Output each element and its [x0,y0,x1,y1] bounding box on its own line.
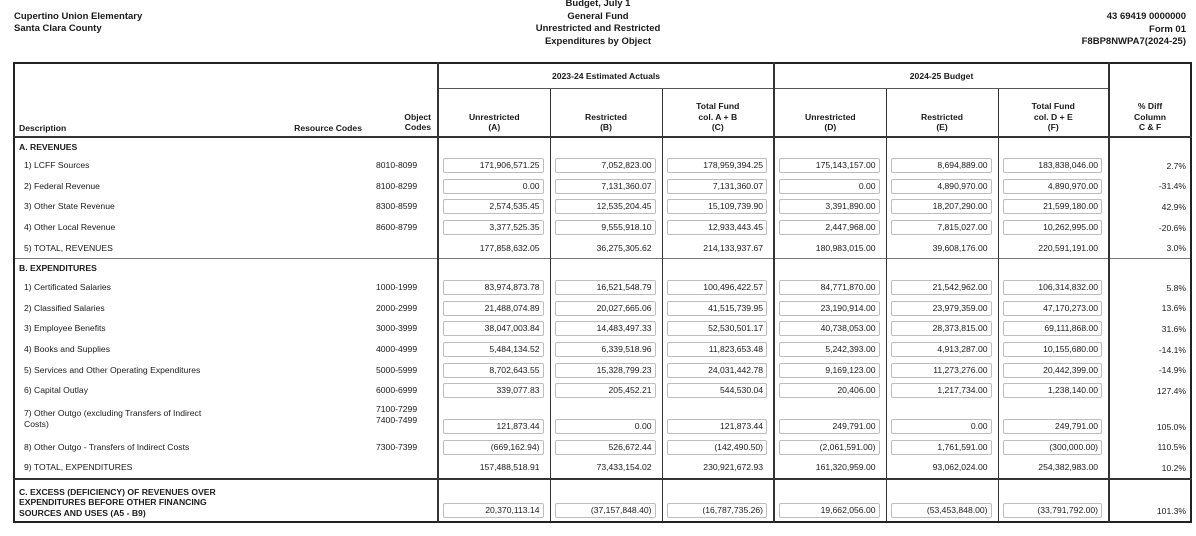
value-col-f[interactable]: 4,890,970.00 [1003,179,1103,194]
value-col-f[interactable]: 106,314,832.00 [1003,280,1103,295]
pct-diff: -14.1% [1109,339,1191,360]
col-object-codes: Object Codes [404,111,432,132]
table-row [14,277,1191,298]
pct-diff: -14.9% [1109,360,1191,381]
value-col-c[interactable]: (16,787,735.26) [667,503,768,518]
resource-code [264,217,372,238]
value-col-b[interactable]: 7,052,823.00 [555,158,656,173]
col-c: Total Fund col. A + B (C) [662,89,774,137]
title-line: Unrestricted and Restricted [535,23,661,34]
table-row [14,458,1191,480]
resource-code [264,437,372,458]
table-row [14,319,1191,340]
value-col-f: 254,382,983.00 [1038,462,1099,473]
form-number: Form 01 [1149,23,1186,35]
value-col-b[interactable]: 20,027,665.06 [555,301,656,316]
value-col-b[interactable]: (37,157,848.40) [555,503,656,518]
value-col-f[interactable]: 20,442,399.00 [1003,363,1103,378]
district-name: Cupertino Union Elementary [14,11,143,22]
value-col-d: 161,320,959.00 [815,462,876,473]
row-description [14,217,264,238]
value-col-d[interactable]: 249,791.00 [779,419,880,434]
resource-code [264,156,372,177]
value-col-f[interactable]: 69,111,868.00 [1003,321,1103,336]
row-description-text: 4) Books and Supplies [24,344,110,355]
value-col-d[interactable]: 40,738,053.00 [779,321,880,336]
value-col-a[interactable]: 83,974,873.78 [443,280,544,295]
value-col-a[interactable]: 20,370,113.14 [443,503,544,518]
pct-diff: 42.9% [1109,197,1191,218]
value-col-d[interactable]: (2,061,591.00) [779,440,880,455]
resource-code [264,319,372,340]
group-header-estimated: 2023-24 Estimated Actuals [438,63,774,89]
resource-code [264,401,372,437]
table-row [14,380,1191,401]
value-col-e[interactable]: 23,979,359.00 [891,301,992,316]
row-description-text: 2) Classified Salaries [24,302,105,313]
value-col-e[interactable]: 18,207,290.00 [891,199,992,214]
value-col-c[interactable]: 11,823,653.48 [667,342,768,357]
resource-code [264,298,372,319]
resource-code [264,339,372,360]
table-row [14,339,1191,360]
value-col-c[interactable]: 544,530.04 [667,383,768,398]
row-description [14,458,264,480]
table-row [14,437,1191,458]
object-code [372,380,438,401]
value-col-b[interactable]: 0.00 [555,419,656,434]
value-col-e[interactable]: 7,815,027.00 [891,220,992,235]
object-code-text: 1000-1999 [376,282,418,293]
resource-code [264,176,372,197]
object-code [372,238,438,259]
budget-table [13,62,1192,523]
value-col-e[interactable]: 4,913,287.00 [891,342,992,357]
report-header [0,0,1196,58]
value-col-a[interactable]: 339,077.83 [443,383,544,398]
resource-code [264,360,372,381]
value-col-e[interactable]: (53,453,848.00) [891,503,992,518]
object-code-text: 3000-3999 [376,323,418,334]
col-resource-codes: Resource Codes [294,122,362,133]
value-col-d[interactable]: 3,391,890.00 [779,199,880,214]
section-c-title [14,479,438,522]
col-a: Unrestricted (A) [438,89,550,137]
value-col-b[interactable]: 12,535,204.45 [555,199,656,214]
value-col-c[interactable]: (142,490.50) [667,440,768,455]
title-line: General Fund [567,10,629,22]
row-description-text: 5) Services and Other Operating Expenditures [24,364,201,375]
value-col-f[interactable]: (300,000.00) [1003,440,1103,455]
section-title: A. REVENUES [14,137,438,156]
col-d: Unrestricted (D) [774,89,886,137]
table-row [14,360,1191,381]
section-c-line: SOURCES AND USES (A5 - B9) [19,507,146,518]
object-code-text: 8100-8299 [376,180,418,191]
table-row [14,238,1191,259]
resource-code [264,458,372,480]
table-row [14,298,1191,319]
report-title [0,0,1196,48]
value-col-e[interactable]: 28,373,815.00 [891,321,992,336]
value-col-b[interactable]: 526,672.44 [555,440,656,455]
value-col-c[interactable]: 24,031,442.78 [667,363,768,378]
row-description-text: 1) LCFF Sources [24,160,90,171]
object-code [372,437,438,458]
object-code-text: 4000-4999 [376,344,418,355]
value-col-e: 93,062,024.00 [932,462,988,473]
group-header-budget: 2024-25 Budget [774,63,1109,89]
title-line: Budget, July 1 [565,0,631,9]
pct-diff: 127.4% [1109,380,1191,401]
row-description-text: Costs) [24,419,49,430]
value-col-c[interactable]: 121,873.44 [667,419,768,434]
object-code [372,298,438,319]
form-id: F8BP8NWPA7(2024-25) [1081,36,1186,47]
row-description [14,360,264,381]
row-description-text: 3) Employee Benefits [24,323,106,334]
value-col-d[interactable]: 2,447,968.00 [779,220,880,235]
value-col-c: 230,921,672.93 [703,462,764,473]
value-col-b[interactable]: 6,339,518.96 [555,342,656,357]
value-col-e[interactable]: 4,890,970.00 [891,179,992,194]
pct-diff: 3.0% [1109,238,1191,259]
row-description [14,401,264,437]
value-col-b: 36,275,305.62 [596,242,652,253]
table-row [14,401,1191,437]
value-col-e[interactable]: 1,761,591.00 [891,440,992,455]
value-col-a[interactable]: 38,047,003.84 [443,321,544,336]
value-col-f[interactable]: (33,791,792.00) [1003,503,1103,518]
row-description [14,156,264,177]
pct-diff: 2.7% [1109,156,1191,177]
section-header-row [14,259,1191,278]
object-code [372,339,438,360]
object-code-text: 7400-7499 [376,415,418,426]
value-col-c[interactable]: 7,131,360.07 [667,179,768,194]
object-code-text: 8010-8099 [376,160,418,171]
value-col-f[interactable]: 10,262,995.00 [1003,220,1103,235]
value-col-c[interactable]: 41,515,739.95 [667,301,768,316]
col-f: Total Fund col. D + E (F) [998,89,1109,137]
section-title: B. EXPENDITURES [14,259,438,278]
value-col-a[interactable]: 21,488,074.89 [443,301,544,316]
table-row [14,217,1191,238]
title-line: Expenditures by Object [544,35,652,47]
table-row [14,197,1191,218]
object-code [372,156,438,177]
form-info [1082,11,1186,49]
row-description [14,437,264,458]
object-code-text: 6000-6999 [376,385,418,396]
col-description: Description [19,122,67,133]
row-description [14,176,264,197]
row-description-text: 6) Capital Outlay [24,385,89,396]
resource-code [264,238,372,259]
col-pct-diff: % Diff Column C & F [1109,89,1191,137]
object-code [372,360,438,381]
value-col-f: 220,591,191.00 [1038,242,1099,253]
value-col-f[interactable]: 249,791.00 [1003,419,1103,434]
value-col-b[interactable]: 9,555,918.10 [555,220,656,235]
value-col-d[interactable]: 5,242,393.00 [779,342,880,357]
value-col-f[interactable]: 21,599,180.00 [1003,199,1103,214]
value-col-a[interactable]: 121,873.44 [443,419,544,434]
row-description-text: 8) Other Outgo - Transfers of Indirect Costs [24,441,190,452]
value-col-b[interactable]: 16,521,548.79 [555,280,656,295]
value-col-a: 177,858,632.05 [479,242,540,253]
value-col-d[interactable]: 23,190,914.00 [779,301,880,316]
object-code [372,458,438,480]
value-col-b[interactable]: 14,483,497.33 [555,321,656,336]
table-header [14,63,1191,137]
col-b: Restricted (B) [550,89,662,137]
value-col-c[interactable]: 100,496,422.57 [667,280,768,295]
value-col-b[interactable]: 15,328,799.23 [555,363,656,378]
row-description-text: 7) Other Outgo (excluding Transfers of Indirect [24,408,202,419]
value-col-f[interactable]: 1,238,140.00 [1003,383,1103,398]
row-description [14,298,264,319]
object-code-text: 7300-7399 [376,441,418,452]
section-c-line: EXPENDITURES BEFORE OTHER FINANCING [19,497,207,508]
row-description [14,277,264,298]
object-code-text: 2000-2999 [376,302,418,313]
row-description [14,238,264,259]
value-col-f[interactable]: 183,838,046.00 [1003,158,1103,173]
pct-diff: 110.5% [1109,437,1191,458]
resource-code [264,277,372,298]
value-col-a[interactable]: 2,574,535.45 [443,199,544,214]
value-col-a[interactable]: (669,162.94) [443,440,544,455]
row-description-text: 1) Certificated Salaries [24,282,111,293]
pct-diff: 101.3% [1109,479,1191,522]
object-code [372,277,438,298]
row-description [14,339,264,360]
pct-diff: 13.6% [1109,298,1191,319]
object-code-text: 8300-8599 [376,201,418,212]
value-col-b[interactable]: 205,452.21 [555,383,656,398]
value-col-d[interactable]: 0.00 [779,179,880,194]
row-description-text: 5) TOTAL, REVENUES [24,242,113,253]
section-c-row [14,479,1191,522]
cds-code: 43 69419 0000000 [1106,11,1186,22]
value-col-f[interactable]: 10,155,680.00 [1003,342,1103,357]
value-col-a[interactable]: 171,906,571.25 [443,158,544,173]
value-col-a[interactable]: 5,484,134.52 [443,342,544,357]
object-code-text: 8600-8799 [376,222,418,233]
pct-diff: -31.4% [1109,176,1191,197]
value-col-e[interactable]: 21,542,962.00 [891,280,992,295]
object-code-text: 7100-7299 [376,404,418,415]
value-col-d[interactable]: 84,771,870.00 [779,280,880,295]
value-col-d[interactable]: 9,169,123.00 [779,363,880,378]
section-c-line: C. EXCESS (DEFICIENCY) OF REVENUES OVER [19,486,216,497]
col-e: Restricted (E) [886,89,998,137]
value-col-c[interactable]: 12,933,443.45 [667,220,768,235]
value-col-c[interactable]: 52,530,501.17 [667,321,768,336]
object-code [372,176,438,197]
budget-table-container [13,62,1190,536]
row-description [14,380,264,401]
row-description [14,197,264,218]
value-col-c[interactable]: 178,959,394.25 [667,158,768,173]
row-description-text: 4) Other Local Revenue [24,222,116,233]
pct-diff: 31.6% [1109,319,1191,340]
pct-diff: 5.8% [1109,277,1191,298]
value-col-e: 39,608,176.00 [932,242,988,253]
resource-code [264,197,372,218]
section-header-row [14,137,1191,156]
value-col-e[interactable]: 8,694,889.00 [891,158,992,173]
resource-code [264,380,372,401]
value-col-a[interactable]: 3,377,525.35 [443,220,544,235]
table-row [14,176,1191,197]
value-col-c: 214,133,937.67 [703,242,764,253]
object-code [372,197,438,218]
pct-diff: -20.6% [1109,217,1191,238]
row-description-text: 9) TOTAL, EXPENDITURES [24,462,133,473]
value-col-d[interactable]: 19,662,056.00 [779,503,880,518]
row-description-text: 2) Federal Revenue [24,180,100,191]
row-description-text: 3) Other State Revenue [24,201,115,212]
value-col-b[interactable]: 7,131,360.07 [555,179,656,194]
value-col-c[interactable]: 15,109,739.90 [667,199,768,214]
value-col-e[interactable]: 11,273,276.00 [891,363,992,378]
pct-diff: 105.0% [1109,401,1191,437]
value-col-f[interactable]: 47,170,273.00 [1003,301,1103,316]
table-body [14,137,1191,523]
value-col-a[interactable]: 0.00 [443,179,544,194]
table-row [14,156,1191,177]
value-col-e[interactable]: 0.00 [891,419,992,434]
value-col-a: 157,488,518.91 [479,462,540,473]
pct-diff: 10.2% [1109,458,1191,480]
row-description [14,319,264,340]
value-col-d[interactable]: 20,406.00 [779,383,880,398]
value-col-d: 180,983,015.00 [815,242,876,253]
county-name: Santa Clara County [14,23,102,34]
value-col-b: 73,433,154.02 [596,462,652,473]
value-col-e[interactable]: 1,217,734.00 [891,383,992,398]
value-col-a[interactable]: 8,702,643.55 [443,363,544,378]
value-col-d[interactable]: 175,143,157.00 [779,158,880,173]
object-code-text: 5000-5999 [376,364,418,375]
object-code [372,319,438,340]
object-code [372,217,438,238]
object-code [372,401,438,437]
